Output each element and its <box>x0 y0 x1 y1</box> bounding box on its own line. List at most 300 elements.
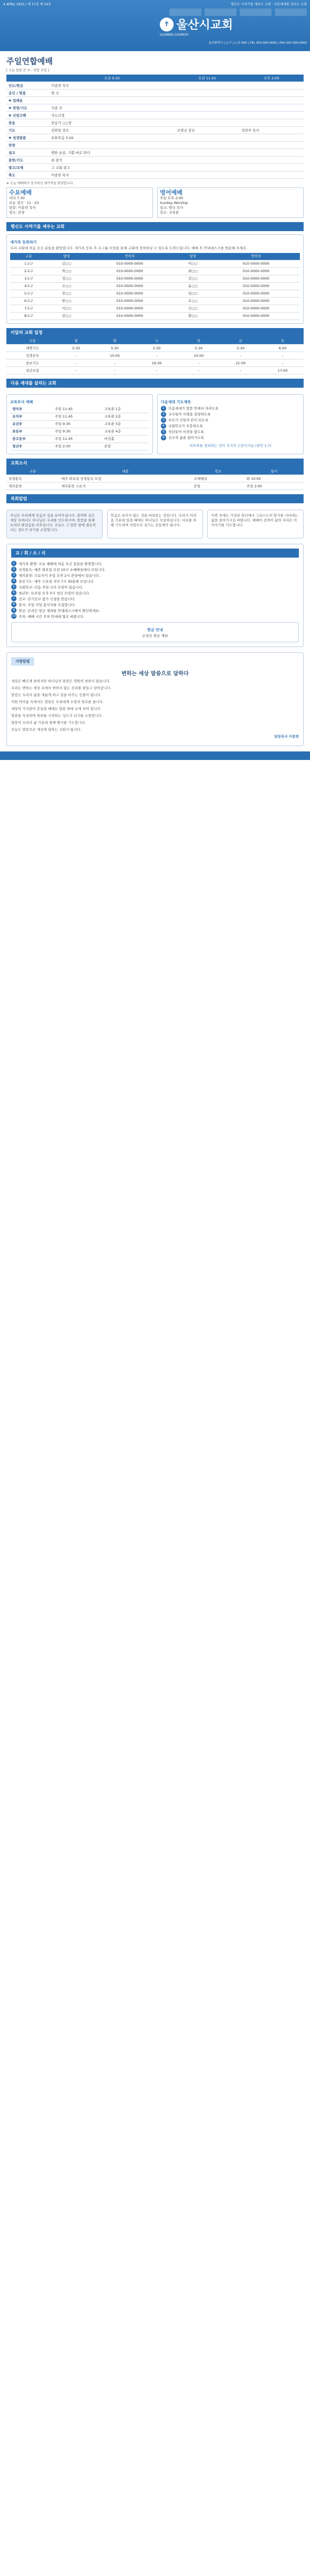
worship-row <box>6 119 304 127</box>
schedule-table <box>6 337 304 374</box>
worship-row-value: 최 광석 <box>49 157 175 164</box>
district-cell: 서○○ <box>47 305 86 313</box>
worship-col-3: 오후 2:00 <box>239 75 304 82</box>
district-cell: 010-0000-0000 <box>86 305 174 313</box>
schedule-row <box>6 367 304 374</box>
district-cell: 8교구 <box>10 313 47 320</box>
worship-row-label: 인도/헌금 <box>6 82 49 89</box>
worship-row-value: 이종련 목사 <box>49 171 175 179</box>
church-name: 울산시교회 <box>176 19 233 32</box>
education-cell: 주일 11:45 <box>53 436 102 443</box>
bullet-icon: 1 <box>11 561 17 566</box>
prayer-list <box>161 406 300 440</box>
notice-cell: 본당 <box>192 483 244 490</box>
district-cell: 010-0000-0000 <box>86 260 174 268</box>
english-line: 설교: 방국 목사 <box>160 206 183 210</box>
weekly-item <box>11 573 299 578</box>
district-cell: 박○○ <box>47 268 86 275</box>
weekly-item <box>11 561 299 566</box>
district-cell: 010-0000-0000 <box>212 283 300 290</box>
worship-row-value <box>239 157 304 164</box>
weekly-item <box>11 584 299 590</box>
sermon-bar: 목회칼럼 <box>6 494 304 503</box>
district-cell: 장○○ <box>47 290 86 298</box>
weekly-text: 청년부: 토요일 오후 5시 청년 모임이 있습니다. <box>19 591 90 595</box>
worship-row-value: 요한복음 3:16 <box>49 134 175 142</box>
worship-note: ※ 오늘 예배에서 참석하신 새가족을 환영합니다. <box>6 182 74 185</box>
education-table <box>10 406 149 451</box>
worship-row <box>6 142 304 149</box>
wednesday-line: 장소: 본당 <box>9 210 25 215</box>
prayer-item <box>161 429 300 435</box>
worship-row-value: 그 교회 광고 <box>49 164 175 171</box>
district-cell: 이○○ <box>174 260 212 268</box>
district-cell: 강○○ <box>174 275 212 283</box>
worship-col-1: 오전 9:30 <box>49 75 175 82</box>
bullet-icon: 7 <box>11 596 17 601</box>
english-time: 주일 오후 2:00 <box>160 196 183 200</box>
weekly-text: 봉사: 주일 식당 봉사자를 모집합니다. <box>19 602 76 607</box>
bullet-icon: 1 <box>161 406 166 411</box>
worship-row-label: ✚ 신앙고백 <box>6 112 49 119</box>
prayer-text: 교회학교가 부흥하도록 <box>168 423 203 428</box>
column-title: 변하는 세상 말씀으로 답하다 <box>121 671 189 677</box>
district-row <box>10 290 300 298</box>
education-cell: 교육관 2층 <box>102 413 149 421</box>
worship-row-label: 찬양 <box>6 142 49 149</box>
prayer-text: 다음세대가 말씀 안에서 자라도록 <box>168 406 219 411</box>
district-cell: 010-0000-0000 <box>86 298 174 305</box>
worship-row-value <box>175 157 239 164</box>
weekly-text: 선교: 단기선교 참가 신청을 받습니다. <box>19 596 76 601</box>
bulletin-page <box>0 0 310 760</box>
worship-row-value: 행한 순종, 기쁨 바로 안다 <box>49 149 175 157</box>
worship-row-value: 김한일 장로 <box>49 127 175 134</box>
worship-row <box>6 164 304 171</box>
church-logo <box>160 16 233 32</box>
notice-cell: 매주 화요일 성경통독 모임 <box>59 475 192 483</box>
worship-row-value <box>239 104 304 112</box>
schedule-cell: - <box>94 367 136 374</box>
worship-row-value <box>175 112 239 119</box>
worship-row <box>6 82 304 89</box>
bullet-icon: 3 <box>161 418 166 423</box>
column-paragraph: 우리는 변하는 세상 속에서 변하지 않는 진리를 붙들고 살아갑니다. <box>11 686 112 690</box>
weekly-title: 교 / 회 / 소 / 식 <box>11 549 299 558</box>
worship-row <box>6 157 304 164</box>
schedule-col: 금 <box>219 337 262 345</box>
district-cell: 010-0000-0000 <box>212 260 300 268</box>
column-paragraph: 말씀을 묵상하며 하루를 시작하는 성도가 되기를 소망합니다. <box>11 714 103 718</box>
bullet-icon: 4 <box>161 423 166 429</box>
district-col: 연락처 <box>212 253 300 260</box>
schedule-cell: - <box>219 352 262 359</box>
worship-row-label: 설교 <box>6 149 49 157</box>
education-body <box>10 406 149 451</box>
education-cell: 본당 <box>102 443 149 451</box>
weekly-text: 헌금: 온라인 헌금 계좌를 안내데스크에서 확인하세요. <box>19 608 100 613</box>
notice-row <box>6 483 304 490</box>
worship-row-value <box>49 97 175 104</box>
schedule-row <box>6 352 304 359</box>
worship-row-value: 사도신경 <box>49 112 175 119</box>
district-cell: 정○○ <box>47 275 86 283</box>
offering-title: 헌금 안내 <box>147 628 163 632</box>
education-cell: 교육관 3층 <box>102 421 149 428</box>
schedule-col: 토 <box>262 337 304 345</box>
notice-cell: 주일 2:00 <box>244 483 304 490</box>
weekly-item <box>11 567 299 572</box>
worship-row-value <box>239 112 304 119</box>
worship-row-value: 방 국 <box>49 89 175 97</box>
bullet-icon: 6 <box>161 435 166 440</box>
worship-col-blank <box>6 75 49 82</box>
weekly-item <box>11 590 299 595</box>
column-paragraph: 말씀이 우리의 삶 가운데 열매 맺기를 기도합니다. <box>11 721 86 725</box>
column-chip: 사랑칼럼 <box>11 657 34 666</box>
schedule-cell: 성경공부 <box>6 352 59 359</box>
worship-row-value: 석종 주 <box>49 104 175 112</box>
worship-row-value <box>175 134 239 142</box>
church-motto: 행신도 사역기를 세우는 교회 · 다음세대를 살리는 교회 <box>231 3 307 6</box>
district-cell: 오○○ <box>174 298 212 305</box>
worship-row-value <box>175 97 239 104</box>
header-strip <box>101 9 307 16</box>
english-service <box>157 187 304 218</box>
schedule-cell: 새벽기도 <box>6 345 59 352</box>
schedule-col: 구분 <box>6 337 59 345</box>
district-cell: 임○○ <box>174 290 212 298</box>
worship-row-value: 찬송가 ○○장 <box>49 119 175 127</box>
district-cell: 1교구 <box>10 260 47 268</box>
schedule-cell: 중보기도 <box>6 359 59 367</box>
education-cell: 주일 11:45 <box>53 406 102 413</box>
worship-section <box>6 55 304 218</box>
schedule-cell: - <box>59 359 94 367</box>
district-cell: 010-0000-0000 <box>212 298 300 305</box>
nextgen-section <box>6 379 304 490</box>
nextgen-bar: 다음 세대를 살리는 교회 <box>6 379 304 388</box>
district-cell: 김○○ <box>47 260 86 268</box>
worship-row-label: 찬송 <box>6 119 49 127</box>
worship-row-value <box>175 142 239 149</box>
schedule-col: 수 <box>136 337 178 345</box>
prayer-text: 교사들이 사명을 감당하도록 <box>168 412 211 416</box>
bullet-icon: 9 <box>11 608 17 613</box>
worship-row-value <box>239 134 304 142</box>
notice-cell: 화 10:00 <box>244 475 304 483</box>
education-title: 교육부서 예배 <box>10 400 34 404</box>
sermon-col-3 <box>207 510 304 538</box>
schedule-cell: - <box>262 352 304 359</box>
column-body <box>11 679 299 732</box>
header-strip-block <box>205 9 236 16</box>
worship-row <box>6 112 304 119</box>
schedule-row <box>6 359 304 367</box>
newcomer-heading: 새가족 등록하기 <box>10 240 37 244</box>
education-cell: 청년부 <box>10 443 53 451</box>
header-strip-block <box>169 9 201 16</box>
education-cell: 주일 11:45 <box>53 413 102 421</box>
header-strip-block <box>275 9 307 16</box>
worship-row-value <box>49 142 175 149</box>
district-row <box>10 268 300 275</box>
worship-row-value <box>175 104 239 112</box>
schedule-cell: 5:30 <box>136 345 178 352</box>
worship-row-label: 기도 <box>6 127 49 134</box>
prayer-title: 다음세대 기도제목 <box>161 400 191 404</box>
issue-info: 4 APRIL 2025 / 제 17권 제 14호 <box>3 3 51 6</box>
district-table <box>10 253 300 320</box>
worship-title: 주일연합예배 <box>6 56 53 66</box>
education-cell: 교육관 4층 <box>102 428 149 436</box>
district-cell: 010-0000-0000 <box>86 268 174 275</box>
schedule-cell: 5:30 <box>59 345 94 352</box>
worship-row <box>6 89 304 97</box>
sermon-section <box>6 494 304 538</box>
district-cell: 윤○○ <box>174 283 212 290</box>
education-row <box>10 443 149 451</box>
district-cell: 010-0000-0000 <box>86 313 174 320</box>
schedule-cell: - <box>59 352 94 359</box>
district-cell: 3교구 <box>10 275 47 283</box>
worship-row-value: 정찬주 목사 <box>239 127 304 134</box>
worship-row <box>6 134 304 142</box>
notice-col: 구분 <box>6 468 59 475</box>
english-title: 영어예배 <box>160 189 183 196</box>
schedule-col: 목 <box>178 337 220 345</box>
education-cell: 초등부 <box>10 428 53 436</box>
notice-col: 장소 <box>192 468 244 475</box>
bullet-icon: 10 <box>12 614 16 618</box>
education-cell: 주일 9:30 <box>53 428 102 436</box>
header-strip-block <box>240 9 272 16</box>
district-cell: 황○○ <box>174 313 212 320</box>
church-address: 울산광역시 ○○구 ○○로 000 | TEL 052-000-0000 | FAX 052-000-0000 <box>208 42 307 45</box>
weekly-news-card <box>6 544 304 647</box>
bullet-icon: 3 <box>11 573 17 578</box>
column-paragraph: 오늘도 말씀으로 세상에 답하는 교회가 됩시다. <box>11 727 81 732</box>
education-cell: 주일 9:30 <box>53 421 102 428</box>
schedule-cell: 청년모임 <box>6 367 59 374</box>
worship-row-value <box>239 171 304 179</box>
district-cell: 최○○ <box>174 268 212 275</box>
district-cell: 010-0000-0000 <box>212 268 300 275</box>
district-cell: 6교구 <box>10 298 47 305</box>
schedule-row <box>6 345 304 352</box>
prayer-item <box>161 412 300 417</box>
schedule-cell: - <box>262 359 304 367</box>
column-paragraph: 세상의 가치관이 흔들릴 때에도 말씀 위에 굳게 서야 합니다. <box>11 707 102 711</box>
district-body <box>10 260 300 320</box>
bullet-icon: 2 <box>161 412 166 417</box>
worship-row-value <box>175 164 239 171</box>
district-cell: 권○○ <box>47 313 86 320</box>
prayer-text: 선교적 삶을 살아가도록 <box>168 435 204 440</box>
sermon-text: 주님은 우리에게 믿음의 길을 보여주십니다. 광야와 같은 세상 속에서도 하나님은 우리를 인도하시며, 말씀을 통해 우리의 발걸음을 비추십니다. 오늘도 그 말씀 앞에 겸손히 서는 성도가 되기를 소망합니다. <box>10 513 96 532</box>
notice-cell: 성경통독 <box>6 475 59 483</box>
schedule-cell: - <box>136 352 178 359</box>
schedule-col: 화 <box>94 337 136 345</box>
district-cell: 4교구 <box>10 283 47 290</box>
district-cell: 7교구 <box>10 305 47 313</box>
notice-table <box>6 468 304 490</box>
district-row <box>10 313 300 320</box>
education-row <box>10 406 149 413</box>
weekly-item <box>11 596 299 601</box>
schedule-cell: 17:00 <box>262 367 304 374</box>
notice-row <box>6 475 304 483</box>
schedule-cell: 5:30 <box>178 345 220 352</box>
district-cell: 010-0000-0000 <box>212 275 300 283</box>
worship-row-value <box>239 97 304 104</box>
bullet-icon: 6 <box>11 590 17 595</box>
weekly-text: 중보기도: 매주 수요일 저녁 7시 30분에 모입니다. <box>19 579 95 584</box>
midweek-services <box>6 187 304 218</box>
worship-row-label: 광고/교제 <box>6 164 49 171</box>
district-col: 담당 <box>174 253 212 260</box>
district-col: 담당 <box>47 253 86 260</box>
notice-cell: 제자훈련 <box>6 483 59 490</box>
education-cell: 주일 2:00 <box>53 443 102 451</box>
bullet-icon: 2 <box>11 567 17 572</box>
column-paragraph: 세상은 빠르게 변하지만 하나님의 말씀은 영원히 변하지 않습니다. <box>11 679 111 683</box>
newcomer-bar: 행신도 사역기를 세우는 교회 <box>6 222 304 231</box>
prayer-panel <box>157 394 304 454</box>
notice-cell: 제자훈련 수료식 <box>59 483 192 490</box>
worship-row-label: 응인 / 영접 <box>6 89 49 97</box>
worship-subtitle: [ 오늘 말씀 본 주 - 연합 주일 ] <box>6 69 50 72</box>
education-cell: 비전홀 <box>102 436 149 443</box>
worship-row <box>6 171 304 179</box>
wednesday-service <box>6 187 153 218</box>
worship-row-value <box>175 171 239 179</box>
worship-row-value <box>239 142 304 149</box>
wednesday-title: 수요예배 <box>9 189 32 196</box>
worship-row <box>6 104 304 112</box>
education-cell: 유년부 <box>10 421 53 428</box>
education-row <box>10 428 149 436</box>
worship-row-value <box>239 82 304 89</box>
schedule-head <box>6 337 304 345</box>
district-cell: 010-0000-0000 <box>212 290 300 298</box>
schedule-cell: 10:00 <box>178 352 220 359</box>
bullet-icon: 8 <box>11 602 17 607</box>
district-cell: 010-0000-0000 <box>212 313 300 320</box>
sermon-col-1 <box>6 510 103 538</box>
bullet-icon: 4 <box>11 578 17 584</box>
schedule-cell: 21:00 <box>219 359 262 367</box>
sermon-columns <box>6 506 304 538</box>
education-row <box>10 421 149 428</box>
schedule-cell: - <box>178 359 220 367</box>
schedule-cell: - <box>59 367 94 374</box>
education-cell: 중고등부 <box>10 436 53 443</box>
schedule-cell: - <box>219 367 262 374</box>
bulletin-footer <box>0 751 310 760</box>
education-panel <box>6 394 153 454</box>
column-signature: 담임목사 이종련 <box>274 734 299 739</box>
offering-box <box>11 622 299 642</box>
newcomer-panel <box>6 234 304 324</box>
weekly-item <box>11 608 299 613</box>
weekly-text: 주차: 예배 시간 주차 안내에 협조 바랍니다. <box>19 614 85 619</box>
schedule-col: 월 <box>59 337 94 345</box>
newcomer-paragraph: 우리 교회에 처음 오신 분들을 환영합니다. 새가족 등록 후 소그룹 모임을 통해 교회에 정착하실 수 있도록 도와드립니다. 예배 후 안내데스크를 방문해 주세요. <box>10 246 248 250</box>
worship-row-value <box>175 82 239 89</box>
notice-col: 일시 <box>244 468 304 475</box>
worship-order-table <box>6 75 304 179</box>
worship-order-body <box>6 82 304 179</box>
header-top <box>3 2 307 6</box>
bulletin-header <box>0 0 310 51</box>
nextgen-columns <box>6 391 304 454</box>
bullet-icon: 5 <box>161 429 166 435</box>
district-col: 연락처 <box>86 253 174 260</box>
district-row <box>10 305 300 313</box>
cross-icon: ✝ <box>160 18 174 31</box>
district-cell: 2교구 <box>10 268 47 275</box>
district-cell: 010-0000-0000 <box>86 283 174 290</box>
worship-row-label: ✚ 입례송 <box>6 97 49 104</box>
prayer-text: 청년들이 비전을 품도록 <box>168 429 204 434</box>
column-paragraph: 어떤 어려움 속에서도 말씀은 우리에게 소망과 위로를 줍니다. <box>11 700 104 704</box>
sermon-text: 믿음은 보이지 않는 것을 바라보는 것입니다. 우리가 어려움 가운데 있을 때에도 하나님은 신실하십니다. 서로를 위해 기도하며 사랑으로 섬기는 공동체가 됩시다. <box>110 513 197 527</box>
wednesday-time: 저녁 7:30 <box>9 196 25 200</box>
worship-row-label: 봉헌/기도 <box>6 157 49 164</box>
district-col: 구분 <box>10 253 47 260</box>
schedule-cell: - <box>94 359 136 367</box>
worship-row-value <box>239 149 304 157</box>
notice-bar: 교회소식 <box>6 459 304 468</box>
weekly-item <box>11 614 299 619</box>
schedule-cell: 6:00 <box>262 345 304 352</box>
worship-row-label: 축도 <box>6 171 49 179</box>
worship-row-label: ✚ 성경말씀 <box>6 134 49 142</box>
district-cell: 010-0000-0000 <box>86 290 174 298</box>
district-cell: 010-0000-0000 <box>86 275 174 283</box>
education-cell: 유치부 <box>10 413 53 421</box>
worship-row <box>6 97 304 104</box>
newcomer-section <box>6 222 304 374</box>
worship-row-value <box>175 89 239 97</box>
schedule-cell: 5:30 <box>94 345 136 352</box>
prayer-item <box>161 435 300 440</box>
worship-col-2: 오전 11:45 <box>175 75 239 82</box>
column-card <box>6 652 304 746</box>
worship-row-value <box>239 89 304 97</box>
sermon-col-2 <box>107 510 203 538</box>
weekly-item <box>11 602 299 607</box>
district-row <box>10 298 300 305</box>
weekly-text: 성경통독: 매주 화요일 오전 10시 소예배실에서 모입니다. <box>19 567 106 572</box>
worship-row-value: 조영규 장로 <box>175 127 239 134</box>
district-cell: 조○○ <box>47 283 86 290</box>
worship-row-label: ✚ 찬양/기도 <box>6 104 49 112</box>
notice-cell: 소예배실 <box>192 475 244 483</box>
district-row <box>10 275 300 283</box>
worship-row <box>6 127 304 134</box>
education-row <box>10 413 149 421</box>
schedule-cell: 19:30 <box>136 359 178 367</box>
schedule-cell: - <box>178 367 220 374</box>
schedule-cell: - <box>136 367 178 374</box>
schedule-cell: 10:00 <box>94 352 136 359</box>
worship-row-value <box>239 164 304 171</box>
schedule-bar: 이달의 교회 일정 <box>6 328 304 337</box>
schedule-cell: 5:30 <box>219 345 262 352</box>
education-row <box>10 436 149 443</box>
